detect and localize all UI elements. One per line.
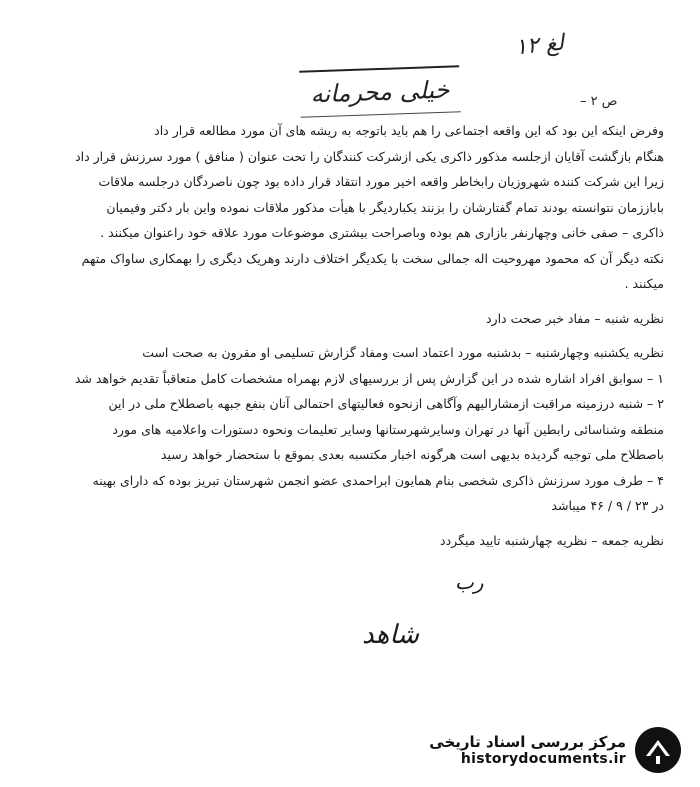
text-line: باصطلاح ملی توجیه گردیده بدیهی است هرگونه اخبار مکتسبه بعدی بموقع با ستحضار خواهد رسید [160,447,664,462]
classification-stamp [299,65,461,118]
text-line: نظریه شنبه – مفاد خبر صحت دارد [485,310,664,326]
text-line: هنگام بازگشت آقایان ازجلسه مذکور ذاکری یکی ازشرکت کنندگان را تحت عنوان ( منافق ) مورد سرزنش قرار داد [75,148,664,164]
watermark-footer [429,720,682,780]
org-name: مرکز بررسی اسناد تاریخی [429,733,626,751]
text-line: ۱ – سوابق افراد اشاره شده در این گزارش پس از بررسیهای لازم بهمراه مشخصات کامل متعاقباً تقدیم خواهد شد [74,370,664,386]
text-line: منطقه وشناسائی رابطین آنها در تهران وسایرشهرستانها وسایر تعلیمات ونحوه دستورات واعلامیه های مورد [112,421,664,437]
text-line: ۴ – طرف مورد سرزنش ذاکری شخصی بنام همایون ابراحمدی عضو انجمن شهرستان تبریز بوده که دارای بهینه [92,472,664,488]
document-body [24,118,664,553]
text-line: نکته دیگر آن که محمود مهروحیت اله جمالی سخت با یکدیگر اختلاف دارند وهریک دیگری را بهمکاری ساواک متهم [81,250,664,266]
text-line: میکنند . [624,276,664,291]
handwritten-mark: رب [455,570,484,594]
signature: شاهد [362,620,420,650]
text-line: نظریه یکشنبه وچهارشنبه – بدشنبه مورد اعتماد است ومفاد گزارش تسلیمی او مقرون به صحت است [142,345,664,360]
handwritten-reference-number: ۱۲ لغ [513,30,566,61]
text-line: در ۲۳ / ۹ / ۴۶ میباشد [551,498,664,513]
site-url: historydocuments.ir [460,751,626,767]
page-number: ص ۲ – [580,94,618,109]
classification-stamp-text: خیلی محرمانه [310,75,450,109]
book-logo-icon [634,726,682,774]
text-line: زیرا این شرکت کننده شهروزیان رابخاطر واقعه اخیر مورد انتقاد قرار داده بود چون ناصردگان درجلسه ملاقات [98,174,664,189]
text-line: باباززمان نتوانسته بودند تمام گفتارشان را بزنند یکباردیگر با هیأت مذکور ملاقات نموده واین بار دکتر وفیمیان [106,199,664,215]
text-line: ذاکری – صفی خانی وچهارنفر بازاری هم بوده وباصراحت بیشتری موضوعات مورد علاقه خود راعنوان میکنند . [100,225,664,240]
watermark-text [429,733,626,767]
text-line: نظریه جمعه – نظریه چهارشنبه تایید میگردد [440,532,664,548]
text-line: ۲ – شنبه درزمینه مراقبت ازمشارالیهم وآگاهی ازنحوه فعالیتهای احتمالی آنان بنفع جبهه باصطلاح ملی در این [108,396,664,411]
text-line: وفرض اینکه این بود که این واقعه اجتماعی را هم باید باتوجه به ریشه های آن مورد مطالعه قرار داد [154,123,664,138]
